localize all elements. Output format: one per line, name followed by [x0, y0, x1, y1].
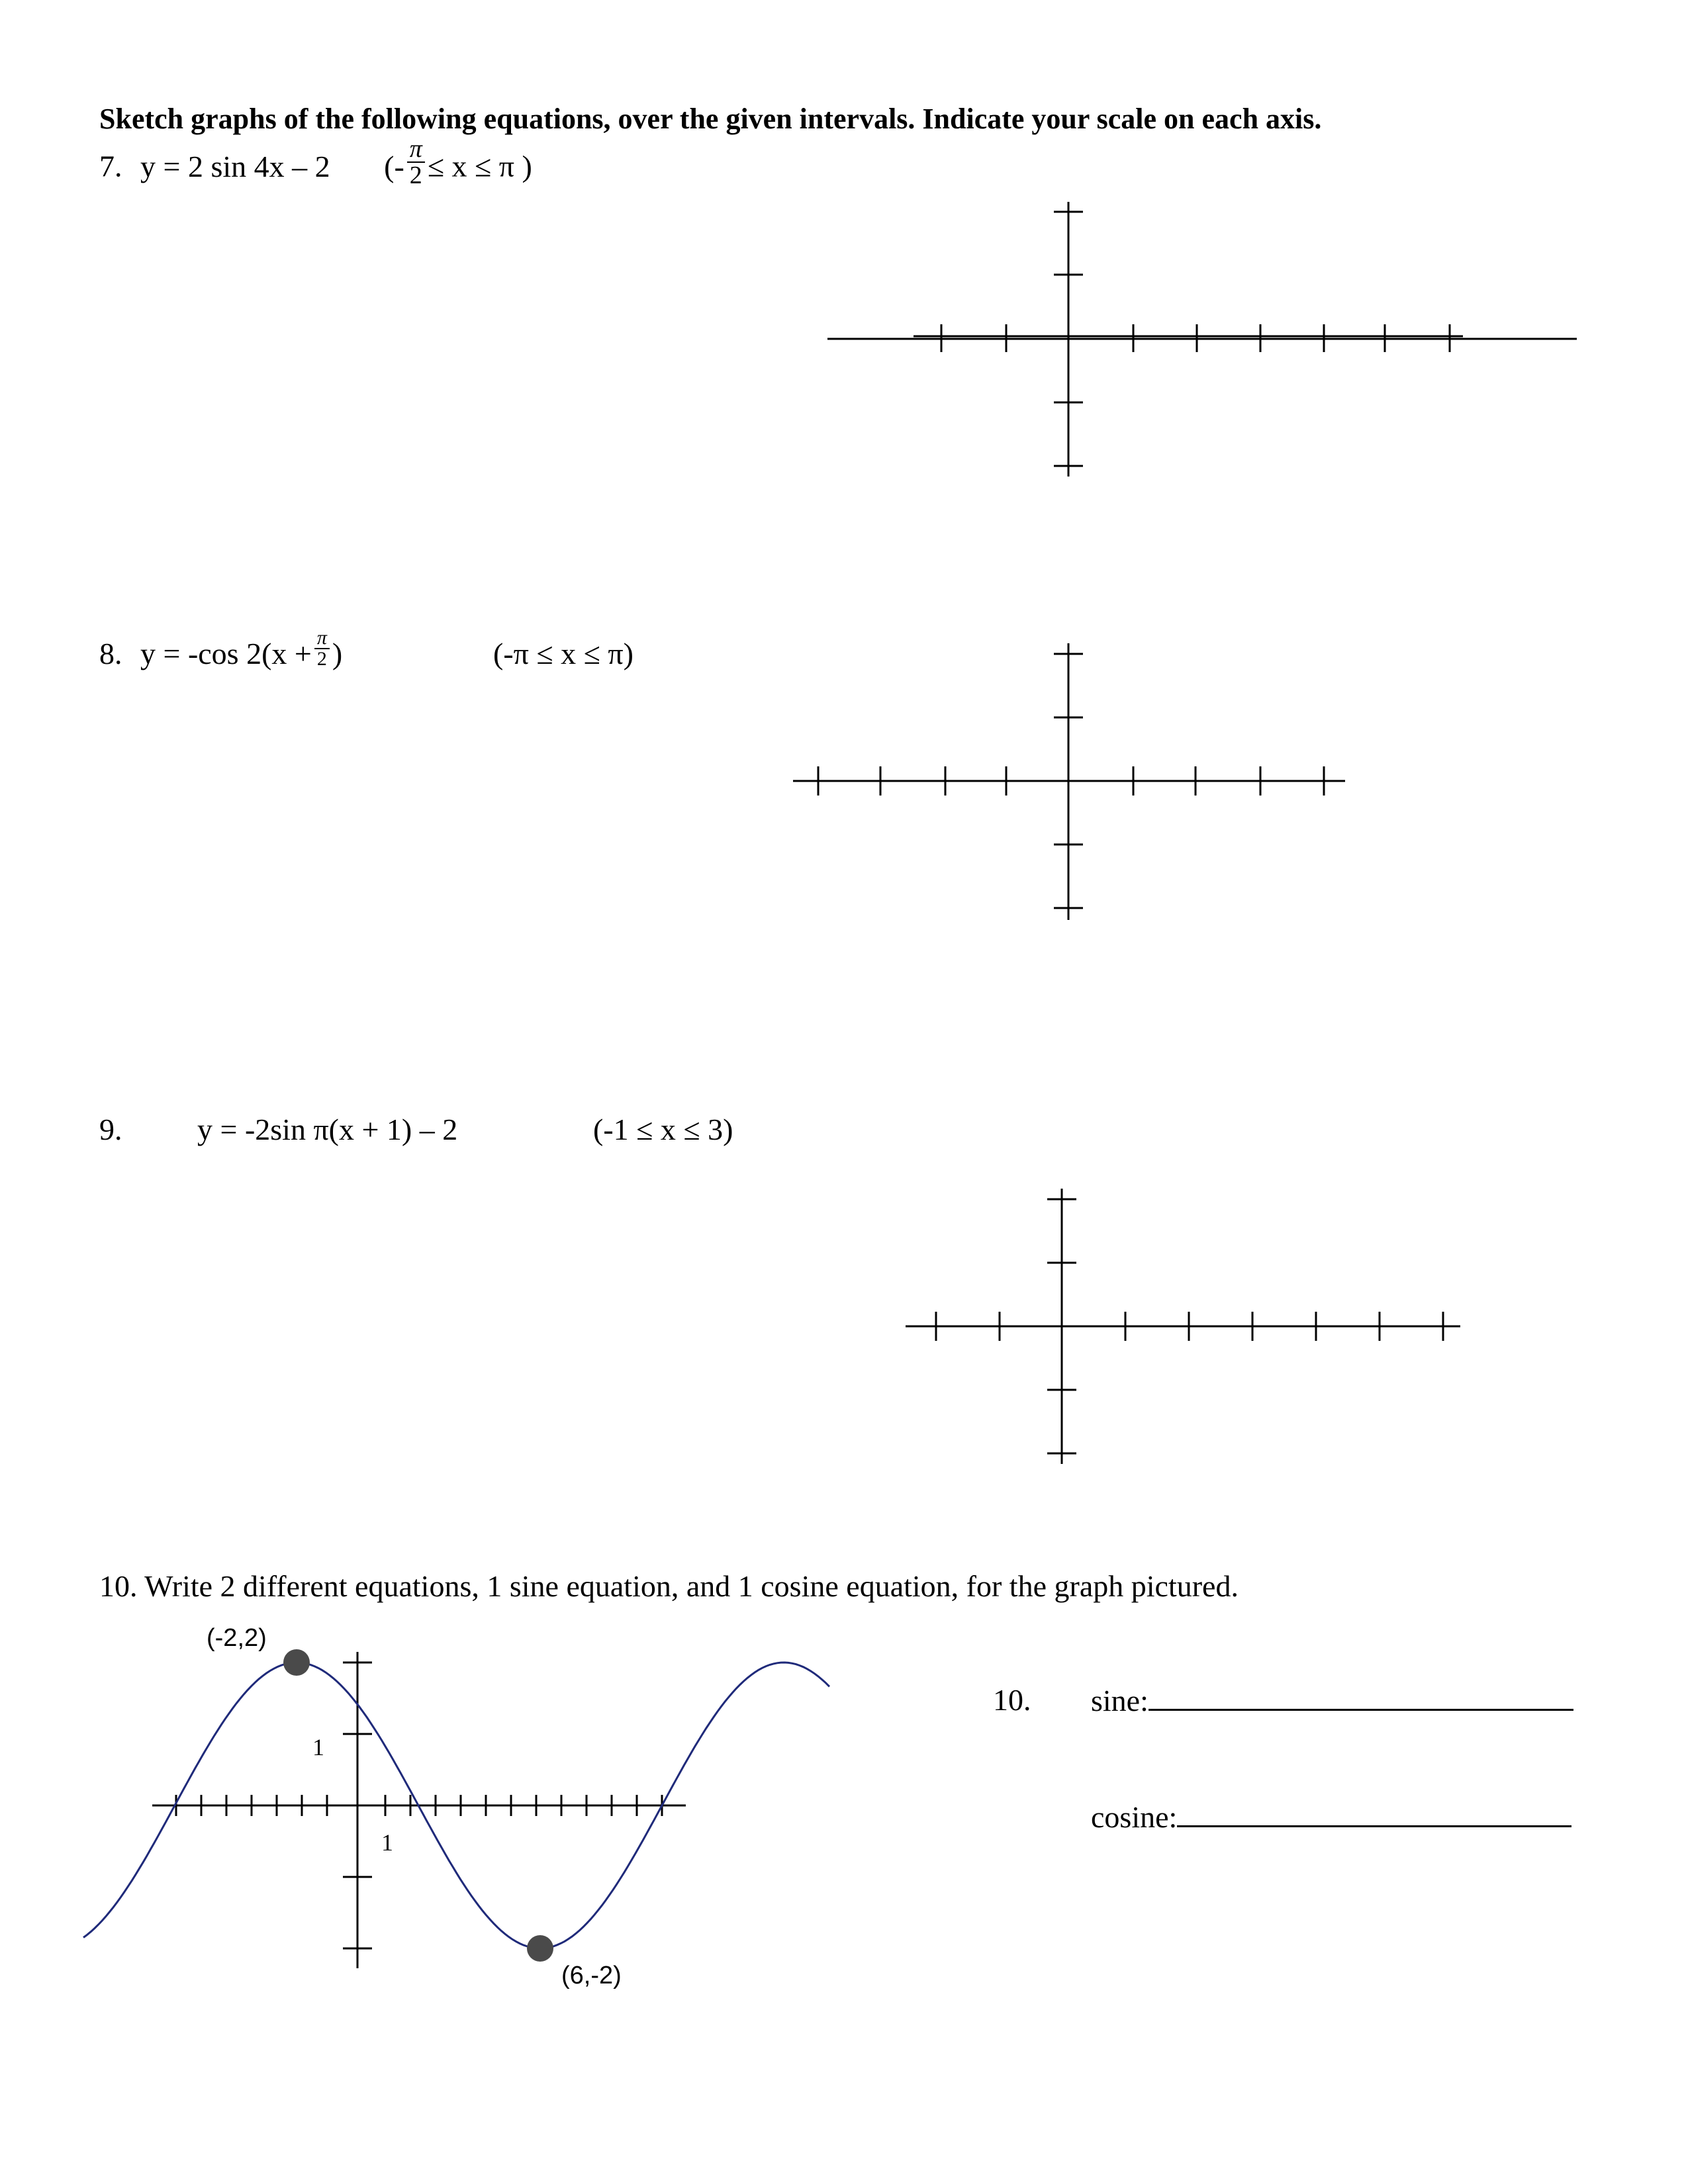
p10-max-point	[283, 1649, 310, 1676]
problem-7-number: 7.	[99, 149, 122, 183]
p10-min-point-label: (6,-2)	[561, 1962, 622, 1989]
problem-8-equation-end: )	[332, 637, 343, 670]
problem-8-interval: (-π ≤ x ≤ π)	[493, 637, 633, 670]
problem-8-equation-start: y = -cos 2(x +	[140, 637, 312, 670]
problem-10-answer-number: 10.	[993, 1683, 1031, 1717]
cosine-answer-row	[1091, 1801, 1571, 1833]
problem-8-number: 8.	[99, 637, 122, 670]
p10-x-tick-label: 1	[381, 1829, 393, 1856]
problem-7-frac-den: 2	[409, 161, 422, 189]
p10-y-tick-label: 1	[312, 1734, 324, 1760]
problem-9-number: 9.	[99, 1113, 122, 1146]
problem-7-equation: y = 2 sin 4x – 2	[140, 149, 330, 183]
p10-max-point-label: (-2,2)	[207, 1624, 267, 1652]
sine-answer-row	[1091, 1685, 1573, 1716]
problem-7-frac-num: π	[407, 136, 425, 163]
problem-7-interval-open: (-	[384, 149, 404, 183]
cosine-label: cosine:	[1091, 1800, 1178, 1834]
problem-8-frac-num: π	[314, 628, 330, 649]
problem-9-interval: (-1 ≤ x ≤ 3)	[593, 1113, 733, 1146]
instructions-heading: Sketch graphs of the following equations, over the given intervals. Indicate your scale on each axis.	[99, 103, 1322, 135]
problem-9-equation: y = -2sin π(x + 1) – 2	[197, 1113, 458, 1146]
problem-8-frac-den: 2	[316, 648, 327, 670]
sine-answer-blank[interactable]	[1149, 1685, 1573, 1711]
p10-min-point	[527, 1935, 553, 1962]
sine-label: sine:	[1091, 1684, 1149, 1717]
problem-10-prompt: 10. Write 2 different equations, 1 sine equation, and 1 cosine equation, for the graph pictured.	[99, 1569, 1239, 1603]
cosine-answer-blank[interactable]	[1177, 1801, 1571, 1827]
problem-7-interval-rest: ≤ x ≤ π )	[427, 149, 532, 183]
